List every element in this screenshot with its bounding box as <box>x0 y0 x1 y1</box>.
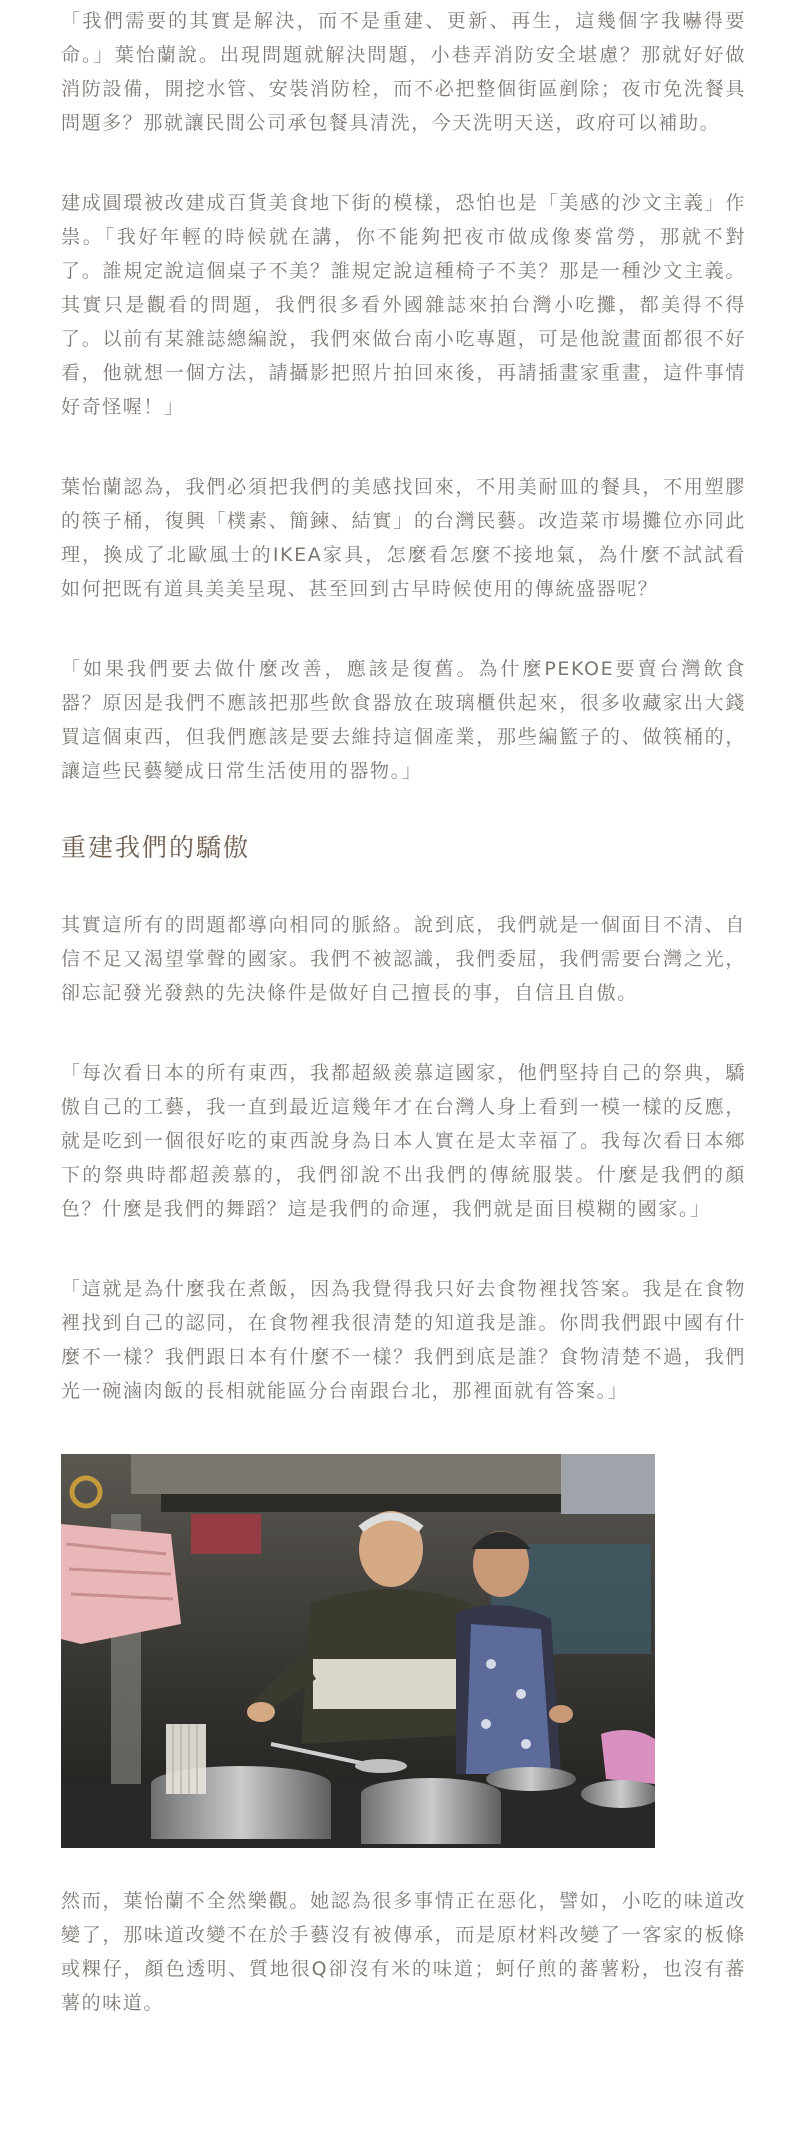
article-paragraph: 然而，葉怡蘭不全然樂觀。她認為很多事情正在惡化，譬如，小吃的味道改變了，那味道改變不在於手藝沒有被傳承，而是原材料改變了一客家的板條或粿仔，顏色透明、質地很Q卻沒有米的味道；蚵仔煎的蕃薯粉，也沒有蕃薯的味道。 <box>61 1890 746 2014</box>
article-paragraph: 「這就是為什麼我在煮飯，因為我覺得我只好去食物裡找答案。我是在食物裡找到自己的認同，在食物裡我很清楚的知道我是誰。你問我們跟中國有什麼不一樣？我們跟日本有什麼不一樣？我們到底是誰？食物清楚不過，我們光一碗滷肉飯的長相就能區分台南跟台北，那裡面就有答案。」 <box>61 1278 746 1402</box>
article-paragraph: 葉怡蘭認為，我們必須把我們的美感找回來，不用美耐皿的餐具，不用塑膠的筷子桶，復興「樸素、簡鍊、結實」的台灣民藝。改造菜市場攤位亦同此理，換成了北歐風士的IKEA家具，怎麼看怎麼不接地氣，為什麼不試試看如何把既有道具美美呈現、甚至回到古早時候使用的傳統盛器呢？ <box>61 476 746 600</box>
article-paragraph: 其實這所有的問題都導向相同的脈絡。說到底，我們就是一個面目不清、自信不足又渴望掌聲的國家。我們不被認識，我們委屈，我們需要台灣之光，卻忘記發光發熱的先決條件是做好自己擅長的事，自信且自傲。 <box>61 914 746 1004</box>
food-stall-photo <box>61 1454 655 1848</box>
article-paragraph: 「如果我們要去做什麼改善，應該是復舊。為什麼PEKOE要賣台灣飲食器？原因是我們不應該把那些飲食器放在玻璃櫃供起來，很多收藏家出大錢買這個東西，但我們應該是要去維持這個產業，那些編籃子的、做筷桶的，讓這些民藝變成日常生活使用的器物。」 <box>61 658 746 782</box>
article-paragraph: 「我們需要的其實是解決，而不是重建、更新、再生，這幾個字我嚇得要命。」葉怡蘭說。出現問題就解決問題，小巷弄消防安全堪慮？那就好好做消防設備，開挖水管、安裝消防栓，而不必把整個街區剷除；夜市免洗餐具問題多？那就讓民間公司承包餐具清洗，今天洗明天送，政府可以補助。 <box>61 10 746 134</box>
article-paragraph: 建成圓環被改建成百貨美食地下街的模樣，恐怕也是「美感的沙文主義」作祟。「我好年輕的時候就在講，你不能夠把夜市做成像麥當勞，那就不對了。誰規定說這個桌子不美？誰規定說這種椅子不美？那是一種沙文主義。其實只是觀看的問題，我們很多看外國雜誌來拍台灣小吃攤，都美得不得了。以前有某雜誌總編說，我們來做台南小吃專題，可是他說畫面都很不好看，他就想一個方法，請攝影把照片拍回來後，再請插畫家重畫，這件事情好奇怪喔！」 <box>61 192 746 418</box>
section-heading: 重建我們的驕傲 <box>61 833 251 862</box>
article-paragraph: 「每次看日本的所有東西，我都超級羨慕這國家，他們堅持自己的祭典，驕傲自己的工藝，我一直到最近這幾年才在台灣人身上看到一模一樣的反應，就是吃到一個很好吃的東西說身為日本人實在是太幸福了。我每次看日本鄉下的祭典時都超羨慕的，我們卻說不出我們的傳統服裝。什麼是我們的顏色？什麼是我們的舞蹈？這是我們的命運，我們就是面目模糊的國家。」 <box>61 1062 746 1220</box>
